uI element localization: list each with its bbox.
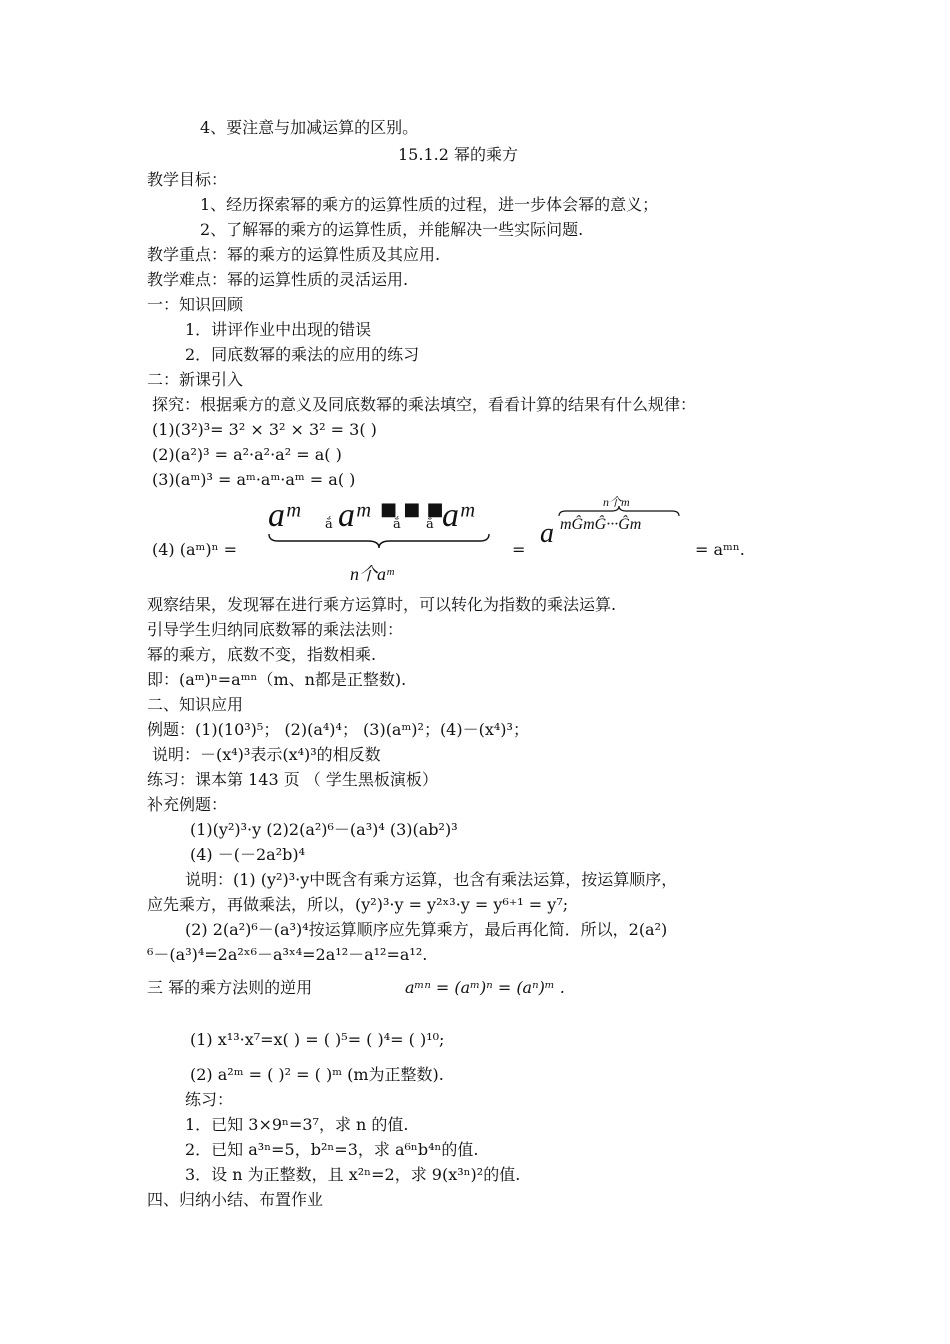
text-line: 4、要注意与加减运算的区别。 [200,118,419,137]
formula-line: (4) －(－2a²b)⁴ [190,845,306,864]
formula-line: (2) a²ᵐ = ( )² = ( )ᵐ (m为正整数). [190,1065,444,1084]
text-line: 观察结果，发现幂在进行乘方运算时，可以转化为指数的乘法运算. [147,595,617,614]
formula4-over-label: n个m [603,495,630,509]
formula-line: (3)(aᵐ)³ = aᵐ·aᵐ·aᵐ = a( ) [152,470,356,489]
text-line: 教学目标： [147,170,228,189]
formula4-times: ắ [393,517,401,532]
text-line: 教学难点：幂的运算性质的灵活运用. [147,270,409,289]
text-line: 引导学生归纳同底数幂的乘法法则： [147,620,404,639]
formula4-dots: ■ ■ ■ [380,499,444,520]
formula-line: (1)(y²)³·y (2)2(a²)⁶－(a³)⁴ (3)(ab²)³ [190,820,458,839]
formula-line: (1)(3²)³= 3² × 3² × 3² = 3( ) [152,420,377,439]
formula4-exponent: mĜmĜ···Ĝm [560,516,642,533]
formula4-term: aᵐ [338,497,370,534]
formula4-term: aᵐ [268,497,300,534]
text-line: 1．讲评作业中出现的错误 [185,320,372,339]
heading: 四、归纳小结、布置作业 [147,1190,324,1209]
formula4-term: aᵐ [442,497,474,534]
text-line: 1、经历探索幂的乘方的运算性质的过程，进一步体会幂的意义； [200,195,659,214]
text-line: 3．设 n 为正整数，且 x²ⁿ=2，求 9(x³ⁿ)²的值. [185,1165,521,1184]
text-line: 1．已知 3×9ⁿ=3⁷，求 n 的值. [185,1115,409,1134]
formula4-base: a [540,518,554,549]
formula-line: ⁶－(a³)⁴=2a²ˣ⁶－a³ˣ⁴=2a¹²－a¹²=a¹². [147,945,428,964]
text-line: 说明：－(x⁴)³表示(x⁴)³的相反数 [152,745,381,764]
formula-line: 即：(aᵐ)ⁿ=aᵐⁿ（m、n都是正整数). [147,670,407,689]
text-line: 幂的乘方，底数不变，指数相乘. [147,645,377,664]
inverse-formula: aᵐⁿ = (aᵐ)ⁿ = (aⁿ)ᵐ . [405,978,565,997]
formula4-under-label: n个aᵐ [350,564,394,584]
formula4-times: ắ [426,517,434,532]
text-line: 补充例题： [147,795,228,814]
text-line: 2、了解幂的乘方的运算性质，并能解决一些实际问题. [200,220,584,239]
heading: 一：知识回顾 [147,295,244,314]
formula4-times: ắ [325,517,333,532]
text-line: 2．同底数幂的乘法的应用的练习 [185,345,420,364]
text-line: 应先乘方，再做乘法，所以，(y²)³·y = y²ˣ³·y = y⁶⁺¹ = y⁷; [147,895,569,914]
formula4-prefix: (4) (aᵐ)ⁿ = [152,540,237,559]
formula-line: (2)(a²)³ = a²·a²·a² = a( ) [152,445,342,464]
text-line: (2) 2(a²)⁶－(a³)⁴按运算顺序应先算乘方，最后再化简．所以，2(a²) [185,920,668,939]
underbrace [268,533,490,549]
formula4-result: = aᵐⁿ. [695,540,745,559]
text-line: 练习：课本第 143 页 （ 学生黑板演板） [147,770,438,789]
heading: 二、知识应用 [147,695,244,714]
text-line: 探究：根据乘方的意义及同底数幂的乘法填空，看看计算的结果有什么规律： [152,395,697,414]
text-line: 说明：(1) (y²)³·y中既含有乘方运算，也含有乘法运算，按运算顺序， [185,870,678,889]
heading: 三 幂的乘方法则的逆用 [147,978,313,997]
text-line: 教学重点：幂的乘方的运算性质及其应用. [147,245,441,264]
heading: 二：新课引入 [147,370,244,389]
text-line: 练习： [185,1090,234,1109]
formula4-equals: = [512,540,526,559]
formula-line: 例题：(1)(10³)⁵； (2)(a⁴)⁴； (3)(aᵐ)²；(4)－(x⁴)³； [147,720,529,739]
section-title: 15.1.2 幂的乘方 [398,145,518,164]
text-line: 2．已知 a³ⁿ=5，b²ⁿ=3，求 a⁶ⁿb⁴ⁿ的值. [185,1140,479,1159]
formula-line: (1) x¹³·x⁷=x( ) = ( )⁵= ( )⁴= ( )¹⁰; [190,1030,445,1049]
